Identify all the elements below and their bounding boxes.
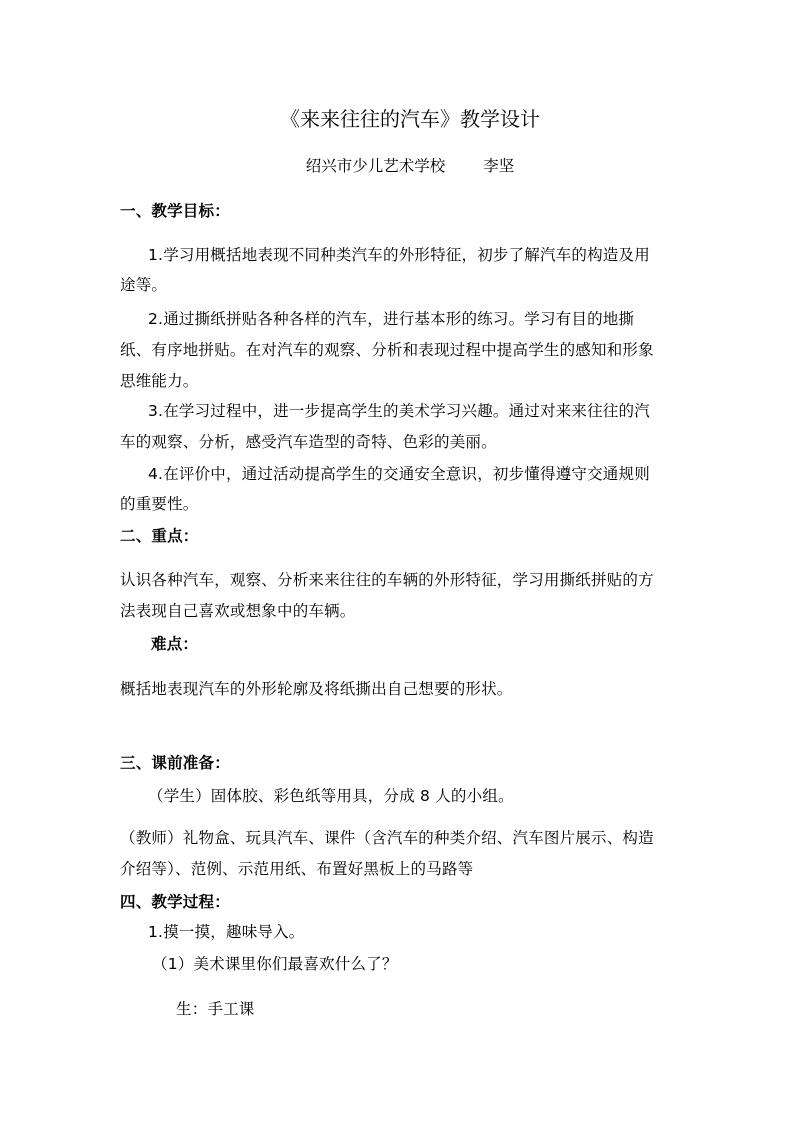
preparation-teacher-line-2: 介绍等）、范例、示范用纸、布置好黑板上的马路等 <box>120 860 474 878</box>
section-heading-key-points: 二、重点： <box>120 527 199 545</box>
author-line <box>0 156 794 176</box>
objective-3-line-2: 车的观察、分析，感受汽车造型的奇特、色彩的美丽。 <box>120 433 497 451</box>
objective-2-line-2: 纸、有序地拼贴。在对汽车的观察、分析和表现过程中提高学生的感知和形象 <box>120 341 654 359</box>
subheading-difficulties: 难点： <box>151 635 199 653</box>
process-step-1: 1.摸一摸，趣味导入。 <box>148 923 305 941</box>
author-name: 李坚 <box>483 157 515 175</box>
process-student-answer: 生：手工课 <box>176 1000 255 1018</box>
objective-1-line-2: 途等。 <box>120 276 168 294</box>
key-points-line-2: 法表现自己喜欢或想象中的车辆。 <box>120 602 356 620</box>
section-heading-objectives: 一、教学目标： <box>120 202 230 220</box>
objective-1-line-1: 1.学习用概括地表现不同种类汽车的外形特征，初步了解汽车的构造及用 <box>148 246 650 264</box>
section-heading-preparation: 三、课前准备： <box>120 754 230 772</box>
process-question-1: （1）美术课里你们最喜欢什么了？ <box>152 955 398 973</box>
objective-2-line-3: 思维能力。 <box>120 372 199 390</box>
objective-3-line-1: 3.在学习过程中，进一步提高学生的美术学习兴趣。通过对来来往往的汽 <box>148 402 650 420</box>
objective-2-line-1: 2.通过撕纸拼贴各种各样的汽车，进行基本形的练习。学习有目的地撕 <box>148 310 635 328</box>
section-heading-process: 四、教学过程： <box>120 893 230 911</box>
difficulties-line-1: 概括地表现汽车的外形轮廓及将纸撕出自己想要的形状。 <box>120 680 513 698</box>
objective-4-line-2: 的重要性。 <box>120 495 199 513</box>
author-school: 绍兴市少儿艺术学校 <box>305 157 446 175</box>
objective-4-line-1: 4.在评价中，通过活动提高学生的交通安全意识，初步懂得遵守交通规则 <box>148 465 650 483</box>
preparation-teacher-line-1: （教师）礼物盒、玩具汽车、课件（含汽车的种类介绍、汽车图片展示、构造 <box>120 829 654 847</box>
preparation-students: （学生）固体胶、彩色纸等用具，分成 8 人的小组。 <box>148 787 514 805</box>
key-points-line-1: 认识各种汽车，观察、分析来来往往的车辆的外形特征，学习用撕纸拼贴的方 <box>120 571 654 589</box>
document-title: 《来来往往的汽车》教学设计 <box>280 107 540 131</box>
